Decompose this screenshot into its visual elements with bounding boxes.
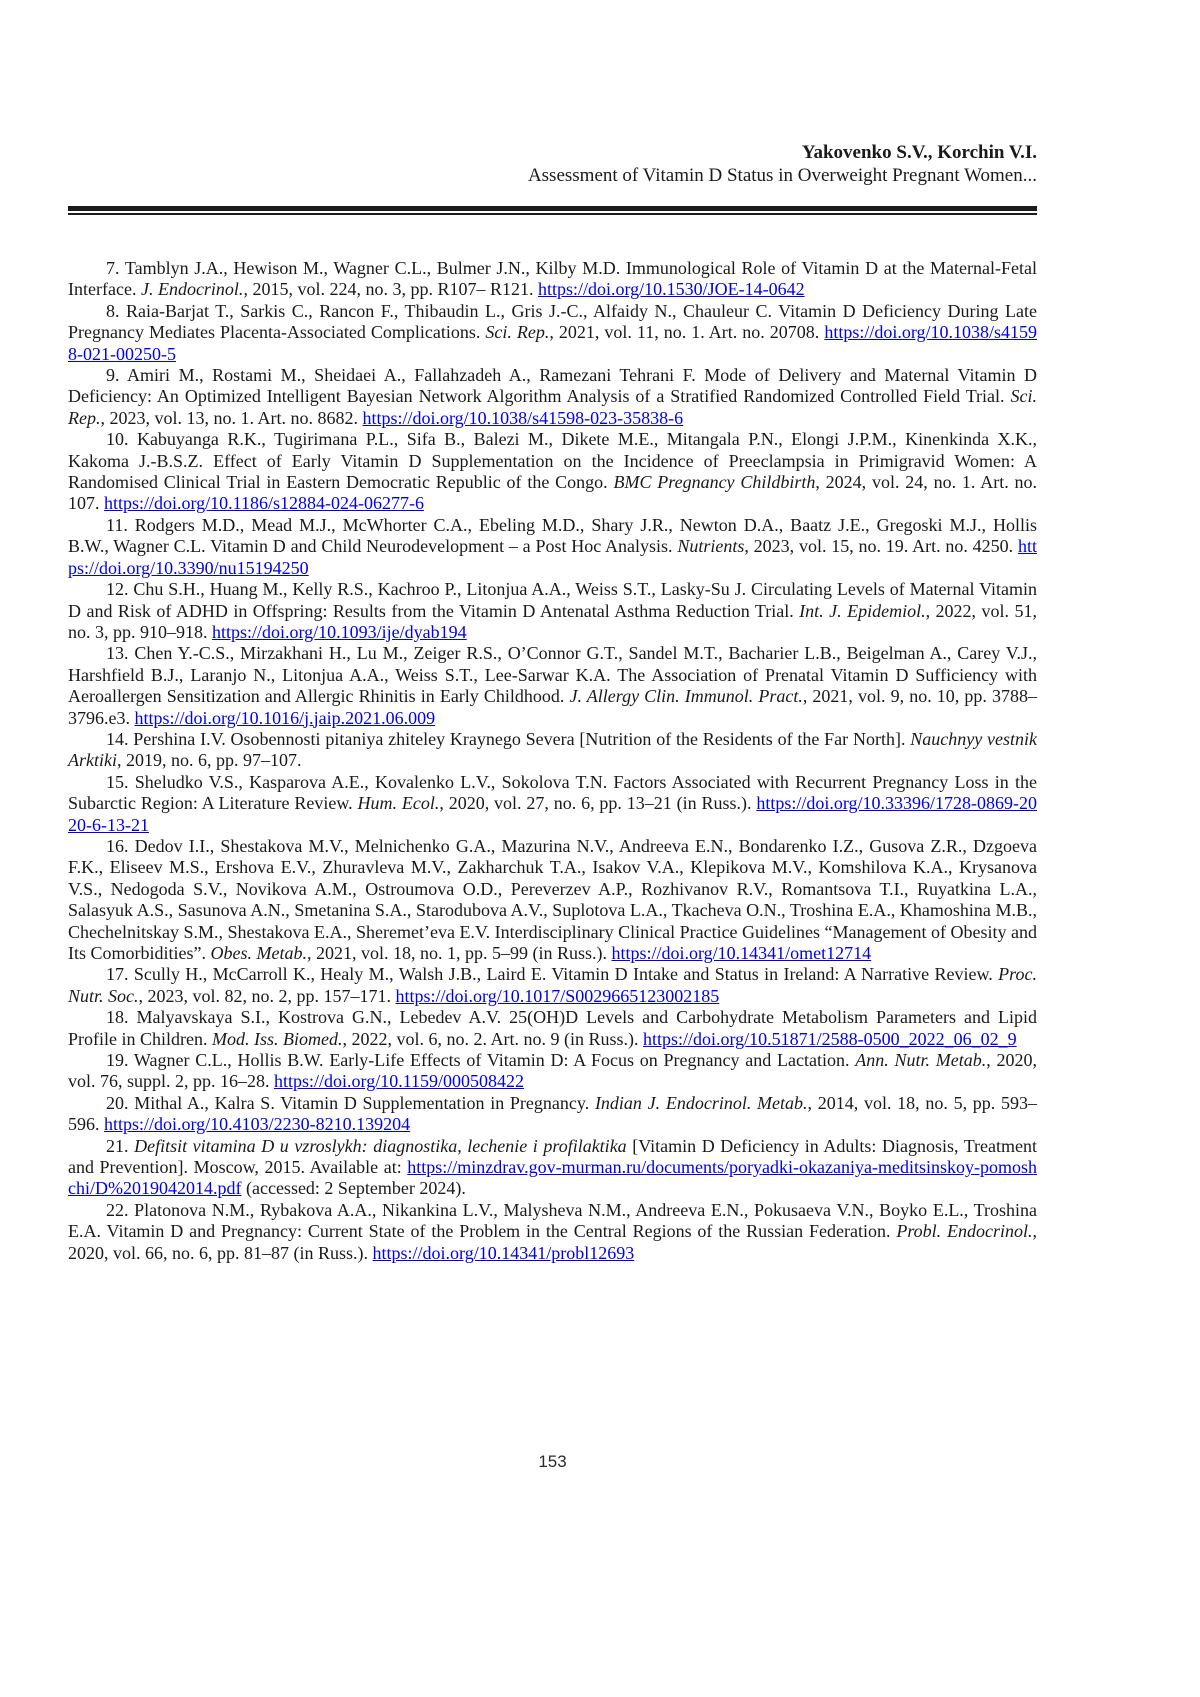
journal-name: Hum. Ecol. [357, 793, 440, 814]
journal-name: Nauchnyy vestnik Arktiki [68, 728, 1037, 771]
reference-item [68, 1050, 1037, 1093]
reference-text: 22. Platonova N.M., Rybakova A.A., Nikankina L.V., Malysheva N.M., Andreeva E.N., Pokusaeva V.N., Boyko E.L., Troshina E.A. Vitamin D and Pregnancy: Current State of the Problem in the Central Regions of the Russian Federation. [68, 1199, 1037, 1242]
journal-name: Probl. Endocrinol. [896, 1221, 1033, 1242]
reference-text: , 2020, vol. 27, no. 6, pp. 13–21 (in Russ.). [439, 793, 757, 814]
content-column [68, 0, 1037, 1264]
header-rule-thick [68, 206, 1037, 211]
reference-text: (accessed: 2 September 2024). [241, 1178, 466, 1199]
reference-text: , 2014, vol. 18, no. 5, pp. 593–596. [68, 1092, 1037, 1135]
references-list [68, 258, 1037, 1264]
reference-text: 10. Kabuyanga R.K., Tugirimana P.L., Sifa B., Balezi M., Dikete M.E., Mitangala P.N., Elongi J.P.M., Kinenkinda X.K., Kakoma J.-B.S.Z. Effect of Early Vitamin D Supplementation on the Incidence of Preeclampsia in Primigravid Women: A Randomised Clinical Trial in Eastern Democratic Republic of the Congo. [68, 429, 1037, 493]
reference-text: 9. Amiri M., Rostami M., Sheidaei A., Fallahzadeh A., Ramezani Tehrani F. Mode of Delivery and Maternal Vitamin D Deficiency: An Optimized Intelligent Bayesian Network Algorithm Analysis of a Stratified Randomized Controlled Field Trial. [68, 365, 1037, 407]
journal-name: Sci. Rep. [485, 322, 550, 343]
reference-item [68, 301, 1037, 365]
doi-link[interactable]: https://doi.org/10.1530/JOE-14-0642 [537, 279, 805, 300]
reference-item [68, 579, 1037, 643]
doi-link[interactable]: https://doi.org/10.1093/ije/dyab194 [212, 621, 467, 642]
reference-text: , 2022, vol. 51, no. 3, pp. 910–918. [68, 600, 1037, 642]
reference-text: 17. Scully H., McCarroll K., Healy M., Walsh J.B., Laird E. Vitamin D Intake and Status in Ireland: A Narrative Review. [106, 964, 999, 985]
reference-text: 11. Rodgers M.D., Mead M.J., McWhorter C.A., Ebeling M.D., Shary J.R., Newton D.A., Baatz J.E., Gregoski M.J., Hollis B.W., Wagner C.L. Vitamin D and Child Neurodevelopment – a Post Hoc Analysis. [68, 514, 1037, 557]
journal-name: J. Endocrinol. [140, 279, 244, 300]
journal-name: Proc. Nutr. Soc. [68, 964, 1037, 1006]
running-header-authors: Yakovenko S.V., Korchin V.I. [801, 142, 1037, 163]
doi-link[interactable]: https://doi.org/10.14341/omet12714 [611, 943, 872, 963]
reference-item [68, 1200, 1037, 1264]
reference-text: , 2019, no. 6, pp. 97–107. [116, 750, 302, 771]
reference-text: 20. Mithal A., Kalra S. Vitamin D Supplementation in Pregnancy. [106, 1092, 595, 1113]
reference-text: 7. Tamblyn J.A., Hewison M., Wagner C.L., Bulmer J.N., Kilby M.D. Immunological Role of Vitamin D at the Maternal-Fetal Interface. [68, 258, 1037, 300]
reference-item [68, 772, 1037, 836]
doi-link[interactable]: https://doi.org/10.1016/j.jaip.2021.06.009 [134, 707, 436, 728]
reference-item [68, 429, 1037, 515]
reference-text: 14. Pershina I.V. Osobennosti pitaniya zhiteley Kraynego Severa [Nutrition of the Residents of the Far North]. [106, 728, 911, 749]
reference-item [68, 365, 1037, 429]
doi-link[interactable]: https://doi.org/10.1159/000508422 [274, 1071, 525, 1092]
journal-name: Indian J. Endocrinol. Metab. [594, 1092, 808, 1113]
reference-text: , 2023, vol. 13, no. 1. Art. no. 8682. [100, 407, 363, 428]
reference-item [68, 836, 1037, 964]
reference-text: , 2021, vol. 11, no. 1. Art. no. 20708. [549, 322, 825, 343]
journal-name: Mod. Iss. Biomed. [211, 1028, 343, 1049]
reference-text: , 2020, vol. 66, no. 6, pp. 81–87 (in Russ.). [68, 1221, 1038, 1263]
reference-text: , 2021, vol. 9, no. 10, pp. 3788–3796.e3. [68, 686, 1037, 728]
reference-text: , 2021, vol. 18, no. 1, pp. 5–99 (in Russ.). [306, 943, 612, 963]
reference-text: 15. Sheludko V.S., Kasparova A.E., Kovalenko L.V., Sokolova T.N. Factors Associated with Recurrent Pregnancy Loss in the Subarctic Region: A Literature Review. [68, 771, 1037, 814]
running-header-title: Assessment of Vitamin D Status in Overweight Pregnant Women... [527, 165, 1037, 186]
doi-link[interactable]: https://doi.org/10.3390/nu15194250 [68, 536, 1037, 578]
journal-name: Ann. Nutr. Metab. [855, 1050, 987, 1071]
reference-text: [Vitamin D Deficiency in Adults: Diagnosis, Treatment and Prevention]. Moscow, 2015. Available at: [68, 1135, 1038, 1178]
doi-link[interactable]: https://doi.org/10.1038/s41598-021-00250-5 [68, 322, 1037, 364]
journal-name: Defitsit vitamina D u vzroslykh: diagnostika, lechenie i profilaktika [134, 1135, 627, 1156]
reference-text: 19. Wagner C.L., Hollis B.W. Early-Life Effects of Vitamin D: A Focus on Pregnancy and Lactation. [106, 1050, 856, 1071]
reference-text: , 2015, vol. 224, no. 3, pp. R107– R121. [243, 279, 538, 300]
header-rule [68, 206, 1037, 215]
reference-text: 16. Dedov I.I., Shestakova M.V., Melnichenko G.A., Mazurina N.V., Andreeva E.N., Bondarenko I.Z., Gusova Z.R., Dzgoeva F.K., Eliseev M.S., Ershova E.V., Zhuravleva M.V., Zakharchuk T.A., Isakov V.A., Klepikova M.V., Komshilova K.A., Krysanova V.S., Nedogoda S.V., Novikova A.M., Ostroumova O.D., Pereverzev A.P., Rozhivanov R.V., Romantsova T.I., Ruyatkina L.A., Salasyuk A.S., Sasunova A.N., Smetanina S.A., Starodubova A.V., Suplotova L.A., Tkacheva O.N., Troshina E.A., Khamoshina M.B., Chechelnitskay S.M., Shestakova E.A., Sheremet’eva E.V. Interdisciplinary Clinical Practice Guidelines “Management of Obesity and Its Comorbidities”. [68, 835, 1037, 963]
header-rule-thin [68, 213, 1037, 215]
reference-item [68, 964, 1037, 1007]
doi-link[interactable]: https://doi.org/10.1038/s41598-023-35838-6 [362, 407, 684, 428]
journal-name: Int. J. Epidemiol. [799, 600, 926, 621]
reference-text: 13. Chen Y.-C.S., Mirzakhani H., Lu M., Zeiger R.S., O’Connor G.T., Sandel M.T., Bacharier L.B., Beigelman A., Carey V.J., Harshfield B.J., Laranjo N., Litonjua A.A., Weiss S.T., Lee-Sarwar K.A. The Association of Prenatal Vitamin D Sufficiency with Aeroallergen Sensitization and Allergic Rhinitis in Early Childhood. [68, 643, 1037, 707]
journal-name: Obes. Metab. [210, 943, 307, 963]
doi-link[interactable]: https://doi.org/10.4103/2230-8210.139204 [104, 1114, 411, 1135]
reference-text: , 2020, vol. 76, suppl. 2, pp. 16–28. [68, 1050, 1038, 1092]
reference-text: , 2023, vol. 82, no. 2, pp. 157–171. [138, 985, 396, 1006]
journal-name: Sci. Rep. [68, 386, 1037, 428]
running-header [68, 141, 1037, 187]
doi-link[interactable]: https://doi.org/10.1017/S0029665123002185 [395, 985, 720, 1006]
doi-link[interactable]: https://doi.org/10.1186/s12884-024-06277-6 [104, 493, 425, 514]
journal-name: J. Allergy Clin. Immunol. Pract. [569, 686, 803, 707]
reference-text: , 2024, vol. 24, no. 1. Art. no. 107. [68, 472, 1038, 514]
reference-item [68, 1093, 1037, 1136]
page-number: 153 [538, 1452, 567, 1471]
reference-text: 21. [106, 1135, 135, 1156]
reference-text: 18. Malyavskaya S.I., Kostrova G.N., Lebedev A.V. 25(OH)D Levels and Carbohydrate Metabolism Parameters and Lipid Profile in Children. [68, 1007, 1037, 1049]
journal-name: BMC Pregnancy Childbirth [613, 472, 816, 493]
reference-item [68, 258, 1037, 301]
doi-link[interactable]: https://doi.org/10.14341/probl12693 [372, 1242, 635, 1263]
doi-link[interactable]: https://minzdrav.gov-murman.ru/documents/poryadki-okazaniya-meditsinskoy-pomoshchi/D%2019042014.pdf [68, 1157, 1037, 1199]
journal-name: Nutrients [677, 536, 745, 557]
reference-text: , 2023, vol. 15, no. 19. Art. no. 4250. [744, 536, 1018, 557]
reference-text: 12. Chu S.H., Huang M., Kelly R.S., Kachroo P., Litonjua A.A., Weiss S.T., Lasky-Su J. Circulating Levels of Maternal Vitamin D and Risk of ADHD in Offspring: Results from the Vitamin D Antenatal Asthma Reduction Trial. [68, 579, 1037, 621]
reference-item [68, 515, 1037, 579]
reference-item [68, 1136, 1037, 1200]
reference-item [68, 643, 1037, 729]
reference-item [68, 729, 1037, 772]
reference-text: 8. Raia-Barjat T., Sarkis C., Rancon F., Thibaudin L., Gris J.-C., Alfaidy N., Chauleur C. Vitamin D Deficiency During Late Pregnancy Mediates Placenta-Associated Complications. [68, 300, 1037, 343]
reference-text: , 2022, vol. 6, no. 2. Art. no. 9 (in Russ.). [342, 1028, 643, 1049]
reference-item [68, 1007, 1037, 1050]
doi-link[interactable]: https://doi.org/10.51871/2588-0500_2022_06_02_9 [642, 1028, 1017, 1049]
doi-link[interactable]: https://doi.org/10.33396/1728-0869-2020-6-13-21 [68, 793, 1037, 835]
